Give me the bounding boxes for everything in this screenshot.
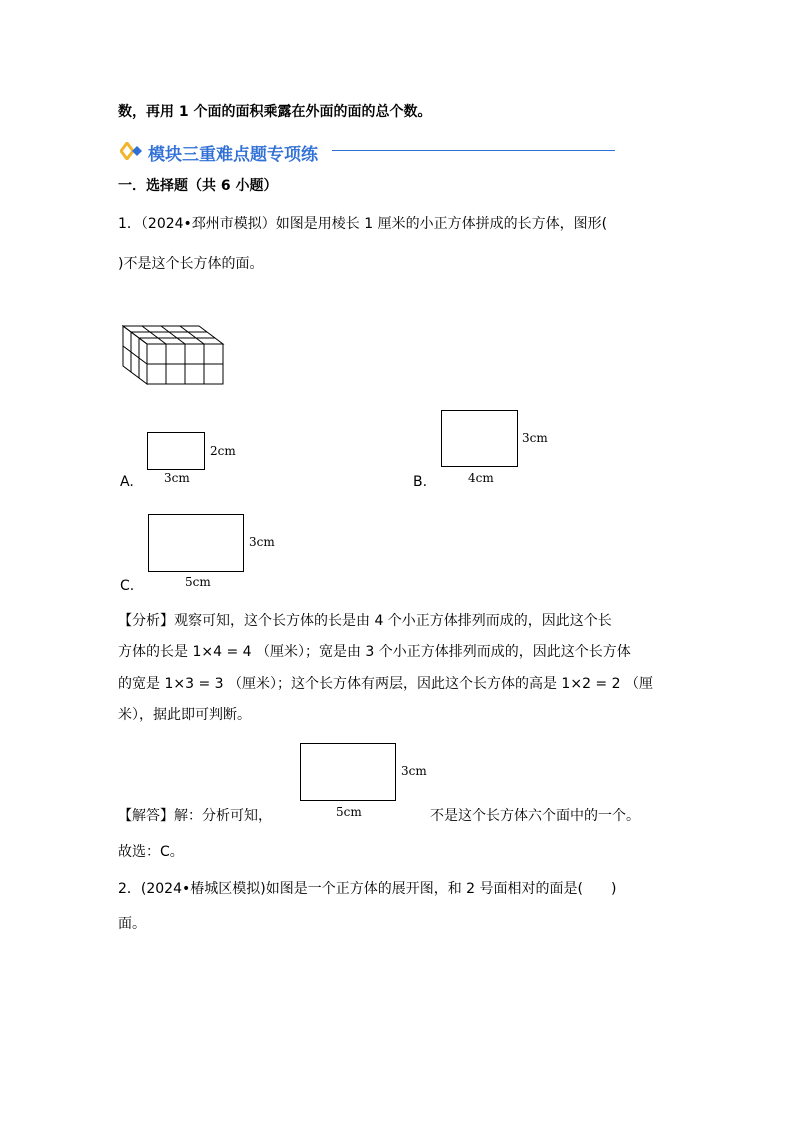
analysis-line-1: 【分析】观察可知，这个长方体的长是由 4 个小正方体排列而成的，因此这个长 [118, 613, 612, 629]
q2-line2: 面。 [118, 916, 146, 932]
module-header [120, 138, 620, 164]
diamond-icon [120, 142, 146, 160]
analysis-line-4: 米），据此即可判断。 [118, 707, 251, 723]
answer-rectangle [300, 743, 396, 801]
section-heading: 一．选择题（共 6 小题） [118, 178, 278, 194]
option-a-rectangle [147, 432, 205, 470]
analysis-line-3: 的宽是 1×3 = 3 （厘米）；这个长方体有两层，因此这个长方体的高是 1×2 = 2 （厘 [118, 676, 653, 692]
cuboid-figure [118, 322, 228, 388]
option-c-rectangle [148, 514, 244, 572]
answer-prefix: 【解答】解：分析可知， [118, 808, 272, 824]
analysis-line-2: 方体的长是 1×4 = 4 （厘米）；宽是由 3 个小正方体排列而成的，因此这个长方体 [118, 644, 631, 660]
option-b-rectangle [441, 410, 518, 467]
option-c-width: 5cm [185, 575, 211, 589]
option-c-height: 3cm [249, 535, 275, 549]
q2-line1: 2．(2024•椿城区模拟)如图是一个正方体的展开图，和 2 号面相对的面是( ) [118, 881, 617, 897]
answer-suffix: 不是这个长方体六个面中的一个。 [430, 808, 640, 824]
module-rule [332, 150, 615, 151]
module-title: 模块三重难点题专项练 [148, 145, 318, 165]
option-b-width: 4cm [468, 471, 494, 485]
option-a-label: A. [120, 474, 134, 490]
intro-line: 数，再用 1 个面的面积乘露在外面的面的总个数。 [118, 104, 432, 120]
q1-line1: 1．（2024•邳州市模拟）如图是用棱长 1 厘米的小正方体拼成的长方体，图形( [118, 216, 608, 232]
option-b-label: B. [413, 474, 428, 490]
option-a-width: 3cm [164, 471, 190, 485]
option-b-height: 3cm [522, 431, 548, 445]
q1-line2: )不是这个长方体的面。 [118, 256, 264, 272]
option-c-label: C. [120, 578, 135, 594]
answer-width: 5cm [336, 805, 362, 819]
answer-height: 3cm [401, 764, 427, 778]
option-a-height: 2cm [210, 444, 236, 458]
answer-choice: 故选：C。 [118, 844, 184, 860]
